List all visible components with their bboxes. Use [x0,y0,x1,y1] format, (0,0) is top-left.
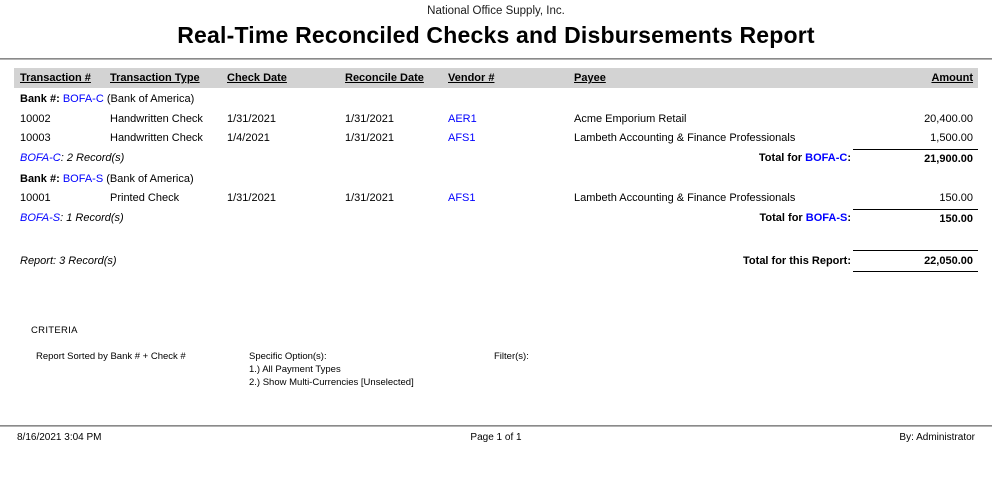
cell-check-date: 1/4/2021 [227,132,270,144]
cell-reconcile-date: 1/31/2021 [345,112,394,125]
report-body [14,68,978,389]
cell-transaction-type: Handwritten Check [110,132,203,144]
cell-payee: Lambeth Accounting & Finance Professionals [574,132,796,144]
bank-group-footer [14,209,978,229]
cell-check-date: 1/31/2021 [227,192,276,204]
table-row [14,110,978,130]
footer-page-number: Page 1 of 1 [470,432,522,443]
cell-amount: 20,400.00 [924,112,973,125]
bank-code-link[interactable]: BOFA-S [62,172,104,185]
footer-divider [0,425,992,427]
criteria-option: 1.) All Payment Types [249,364,341,375]
page-footer [17,432,975,443]
report-page [0,5,992,443]
criteria-filters-label: Filter(s): [494,351,529,362]
column-header-transaction-no: Transaction # [20,72,91,84]
bank-group-header [14,170,978,190]
cell-payee: Lambeth Accounting & Finance Professionals [574,192,796,204]
cell-payee: Acme Emporium Retail [574,112,687,125]
bank-group-footer [14,149,978,169]
bank-label: Bank #: [20,172,60,185]
cell-check-date: 1/31/2021 [227,112,276,125]
bank-code-link[interactable]: BOFA-C [20,152,61,164]
cell-transaction-no: 10001 [20,192,51,204]
cell-reconcile-date: 1/31/2021 [345,132,394,144]
cell-transaction-type: Handwritten Check [110,112,203,125]
column-header-transaction-type: Transaction Type [110,72,200,84]
report-total-amount: 22,050.00 [853,250,978,272]
group-total-label: Total for BOFA-S: [759,212,851,224]
cell-transaction-type: Printed Check [110,192,180,204]
bank-group-header [14,90,978,110]
report-total-row [14,250,978,270]
bank-code-link[interactable]: BOFA-C [805,152,848,164]
vendor-code-link[interactable]: AFS1 [448,192,476,204]
group-total-amount: 21,900.00 [853,149,978,170]
criteria-sort-order: Report Sorted by Bank # + Check # [36,351,186,362]
footer-author: By: Administrator [899,432,975,443]
criteria-option: 2.) Show Multi-Currencies [Unselected] [249,377,414,388]
footer-datetime: 8/16/2021 3:04 PM [17,432,102,443]
bank-label: Bank #: [20,93,60,105]
group-record-count: BOFA-S: 1 Record(s) [20,212,124,224]
group-total-amount: 150.00 [853,209,978,230]
bank-name: (Bank of America) [106,93,195,105]
group-total-label: Total for BOFA-C: [758,152,851,164]
column-header-reconcile-date: Reconcile Date [345,72,424,84]
table-header-row [14,68,978,88]
cell-amount: 150.00 [939,192,973,204]
column-header-payee: Payee [574,72,606,84]
bank-code-link[interactable]: BOFA-C [62,93,104,105]
group-record-count: BOFA-C: 2 Record(s) [20,152,125,164]
cell-amount: 1,500.00 [930,132,973,144]
vendor-code-link[interactable]: AER1 [448,112,477,125]
table-row [14,129,978,149]
cell-reconcile-date: 1/31/2021 [345,192,394,204]
column-header-check-date: Check Date [227,72,287,84]
bank-name: (Bank of America) [106,172,194,185]
criteria-heading: CRITERIA [31,325,78,336]
vendor-code-link[interactable]: AFS1 [448,132,476,144]
bank-code-link[interactable]: BOFA-S [805,212,848,224]
column-header-amount: Amount [931,72,973,84]
criteria-options-label: Specific Option(s): [249,351,327,362]
title-divider [0,58,992,60]
cell-transaction-no: 10003 [20,132,51,144]
page-title: Real-Time Reconciled Checks and Disbursements Report [177,22,815,48]
criteria-specific-options [249,350,494,389]
cell-transaction-no: 10002 [20,112,51,125]
bank-code-link[interactable]: BOFA-S [20,212,61,224]
criteria-section [36,350,978,389]
column-header-vendor-no: Vendor # [448,72,495,84]
table-row [14,189,978,209]
company-name: National Office Supply, Inc. [427,5,565,17]
report-total-label: Total for this Report: [743,255,851,267]
report-record-count: Report: 3 Record(s) [20,255,117,267]
